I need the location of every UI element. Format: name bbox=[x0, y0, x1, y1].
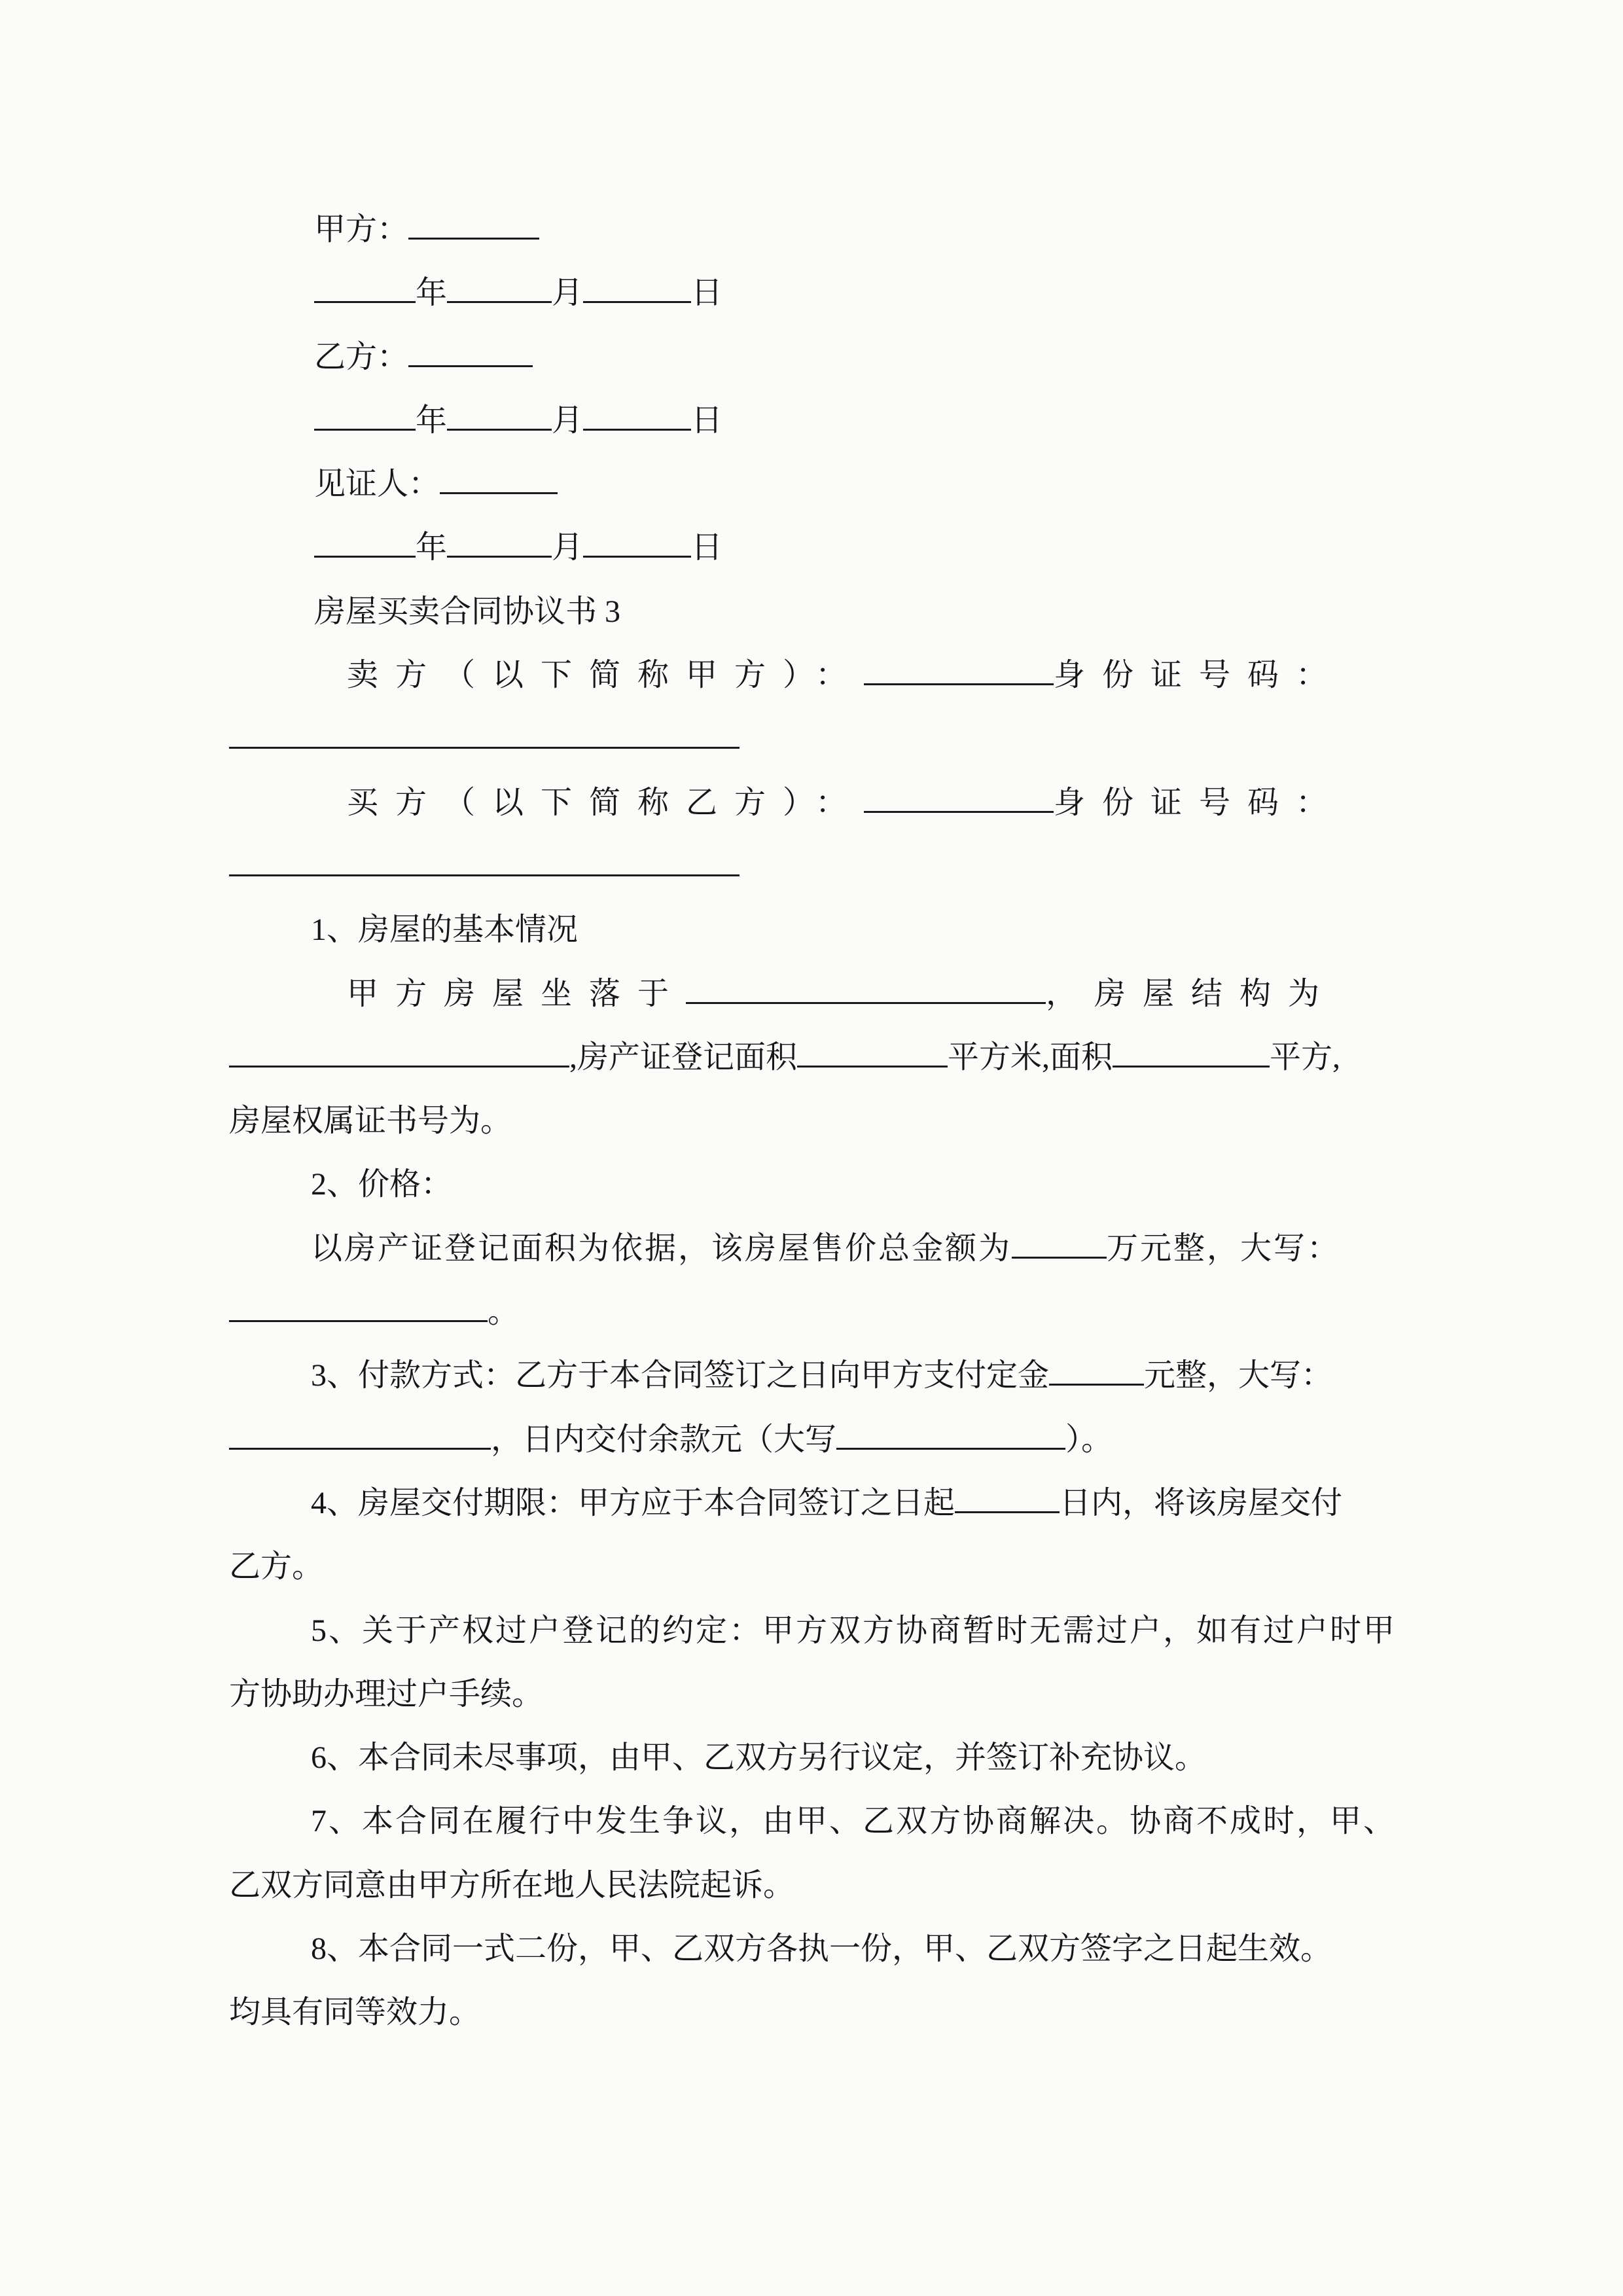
text-run: 平方米,面积 bbox=[948, 1039, 1113, 1075]
text-run: 以房产证登记面积为依据，该房屋售价总金额为 bbox=[311, 1230, 1012, 1266]
fill-in-blank bbox=[314, 300, 416, 303]
text-run: 甲方： bbox=[314, 212, 409, 247]
fill-in-blank bbox=[955, 1510, 1060, 1513]
fill-in-blank bbox=[836, 1446, 1065, 1450]
text-run: 房屋权属证书号为。 bbox=[229, 1103, 512, 1139]
fill-in-blank bbox=[408, 236, 539, 240]
fill-in-blank bbox=[314, 554, 416, 558]
text-run: 元整，大写： bbox=[1144, 1358, 1333, 1393]
party-a-date bbox=[229, 261, 1400, 325]
fill-in-blank bbox=[1012, 1255, 1107, 1259]
clause-1-heading bbox=[229, 898, 1400, 961]
text-run: 房屋买卖合同协议书 3 bbox=[314, 594, 621, 629]
party-b-signature bbox=[229, 325, 1400, 389]
witness-signature bbox=[229, 452, 1400, 516]
fill-in-blank bbox=[440, 491, 558, 494]
text-run: 。 bbox=[488, 1295, 520, 1330]
payment-continuation bbox=[229, 1408, 1400, 1471]
seller-identity bbox=[229, 643, 1400, 707]
clause-7-dispute bbox=[229, 1789, 1400, 1853]
text-run: 日内，将该房屋交付 bbox=[1060, 1485, 1343, 1520]
text-run: 8、本合同一式二份，甲、乙双方各执一份，甲、乙双方签字之日起生效。 bbox=[311, 1931, 1332, 1967]
text-run: 乙双方同意由甲方所在地人民法院起诉。 bbox=[229, 1867, 795, 1903]
cert-number bbox=[229, 1089, 1400, 1153]
house-location bbox=[229, 962, 1400, 1026]
witness-date bbox=[229, 516, 1400, 579]
text-run: 年 bbox=[416, 530, 448, 565]
text-run: ）。 bbox=[1065, 1422, 1113, 1457]
fill-in-blank bbox=[447, 300, 552, 303]
text-run: 见证人： bbox=[314, 467, 440, 502]
text-run: 乙方： bbox=[314, 339, 409, 374]
text-run: 日 bbox=[691, 276, 723, 311]
clause-6-supplement bbox=[229, 1726, 1400, 1789]
fill-in-blank bbox=[583, 427, 691, 431]
delivery-continuation bbox=[229, 1535, 1400, 1598]
text-run: 年 bbox=[416, 276, 448, 311]
party-a-signature bbox=[229, 198, 1400, 261]
text-run: 5、关于产权过户登记的约定：甲方双方协商暂时无需过户，如有过户时甲 bbox=[311, 1613, 1397, 1648]
text-run: ,房产证登记面积 bbox=[569, 1039, 798, 1075]
clause-3-payment bbox=[229, 1344, 1400, 1407]
clause-2-heading bbox=[229, 1153, 1400, 1216]
document-title bbox=[229, 580, 1400, 643]
text-run: 平方, bbox=[1270, 1039, 1341, 1075]
fill-in-blank bbox=[447, 427, 552, 431]
clause-5-transfer bbox=[229, 1599, 1400, 1662]
fill-in-blank bbox=[229, 1446, 491, 1450]
dispute-continuation bbox=[229, 1854, 1400, 1917]
clause-8-copies bbox=[229, 1917, 1400, 1981]
text-run: 万元整，大写： bbox=[1107, 1230, 1341, 1266]
text-run: 买方（以下简称乙方）： bbox=[347, 785, 865, 820]
text-run: 日 bbox=[691, 403, 723, 438]
price-line bbox=[229, 1217, 1400, 1280]
text-run: 乙方。 bbox=[229, 1549, 324, 1585]
text-run: 1、房屋的基本情况 bbox=[311, 912, 579, 948]
text-run: 7、本合同在履行中发生争议，由甲、乙双方协商解决。协商不成时，甲、 bbox=[311, 1804, 1397, 1839]
copies-continuation bbox=[229, 1981, 1400, 2044]
text-run: 3、付款方式：乙方于本合同签订之日向甲方支付定金 bbox=[311, 1358, 1050, 1393]
fill-in-blank bbox=[583, 300, 691, 303]
fill-in-blank bbox=[686, 1001, 1046, 1004]
text-run: 日 bbox=[691, 530, 723, 565]
clause-4-delivery bbox=[229, 1471, 1400, 1535]
fill-in-blank bbox=[864, 810, 1054, 813]
fill-in-blank bbox=[1049, 1382, 1144, 1386]
fill-in-blank bbox=[229, 873, 740, 876]
fill-in-blank bbox=[314, 427, 416, 431]
text-run: 身份证号码： bbox=[1054, 785, 1345, 820]
fill-in-blank bbox=[864, 682, 1054, 685]
fill-in-blank bbox=[229, 1064, 569, 1067]
house-area bbox=[229, 1026, 1400, 1089]
buyer-identity bbox=[229, 771, 1400, 834]
text-run: 年 bbox=[416, 403, 448, 438]
text-run: 月 bbox=[552, 530, 584, 565]
transfer-continuation bbox=[229, 1662, 1400, 1726]
text-run: 身份证号码： bbox=[1054, 658, 1345, 693]
fill-in-blank bbox=[447, 554, 552, 558]
text-run: 月 bbox=[552, 403, 584, 438]
buyer-id-blank bbox=[229, 834, 1400, 898]
text-run: 月 bbox=[552, 276, 584, 311]
text-run: 方协助办理过户手续。 bbox=[229, 1676, 544, 1712]
contract-body bbox=[229, 198, 1400, 2045]
text-run: 卖方（以下简称甲方）： bbox=[347, 658, 865, 693]
text-run: 甲方房屋坐落于 bbox=[347, 976, 687, 1011]
text-run: 6、本合同未尽事项，由甲、乙双方另行议定，并签订补充协议。 bbox=[311, 1740, 1207, 1776]
fill-in-blank bbox=[583, 554, 691, 558]
text-run: ，房屋结构为 bbox=[1046, 976, 1337, 1011]
fill-in-blank bbox=[229, 745, 740, 749]
fill-in-blank bbox=[229, 1319, 488, 1322]
text-run: 2、价格： bbox=[311, 1167, 453, 1202]
seller-id-blank bbox=[229, 707, 1400, 770]
price-in-words-blank bbox=[229, 1280, 1400, 1344]
text-run: 4、房屋交付期限：甲方应于本合同签订之日起 bbox=[311, 1485, 955, 1520]
text-run: 均具有同等效力。 bbox=[229, 1995, 481, 2030]
text-run: ，日内交付余款元（大写 bbox=[491, 1422, 837, 1457]
fill-in-blank bbox=[1113, 1064, 1270, 1067]
party-b-date bbox=[229, 389, 1400, 452]
fill-in-blank bbox=[408, 364, 533, 367]
fill-in-blank bbox=[797, 1064, 948, 1067]
